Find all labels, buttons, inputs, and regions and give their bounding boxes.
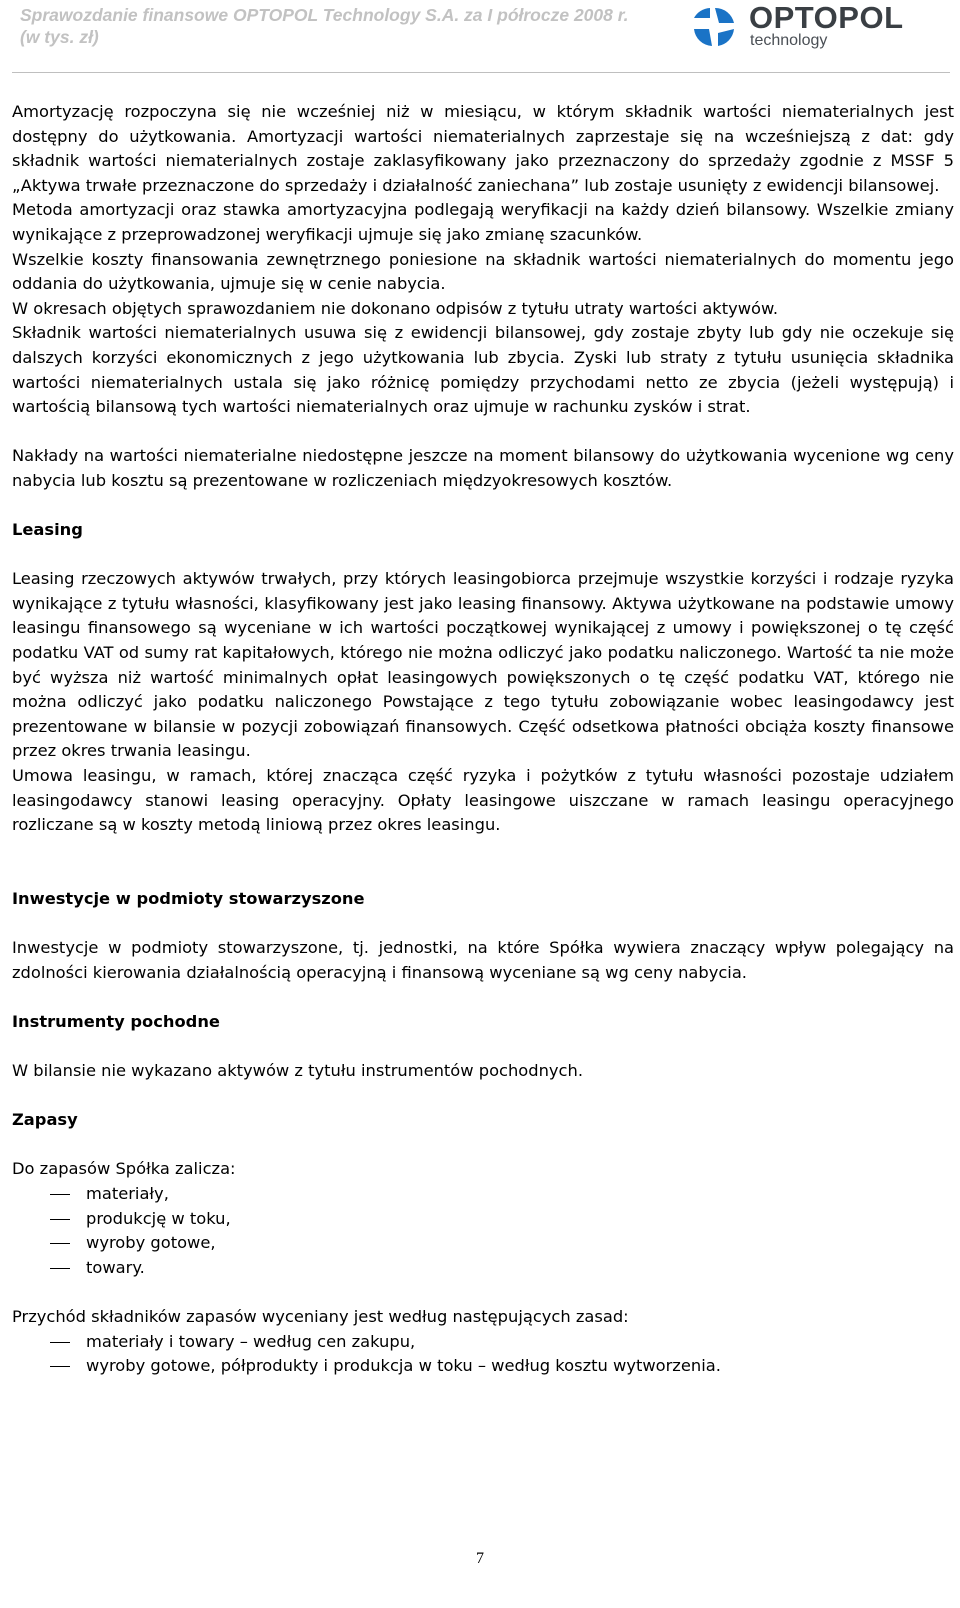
paragraph: Do zapasów Spółka zalicza: (12, 1159, 236, 1179)
spacer (12, 420, 954, 445)
spacer (12, 1133, 954, 1158)
report-title (20, 4, 660, 48)
paragraph: W bilansie nie wykazano aktywów z tytułu instrumentów pochodnych. (12, 1060, 584, 1080)
paragraph: Leasing rzeczowych aktywów trwałych, przy których leasingobiorca przejmuje wszystkie korzyści i rodzaje ryzyka wynikające z tytułu własności, klasyfikowany jest jako leasing finansowy. Aktywa użytkowane na podstawie umowy leasingu finansowego są wyceniane w ich wartości początkowej wynikającej z umowy i powiększonej o tę część podatku VAT od sumy rat kapitałowych, którego nie można odliczyć jako podatku naliczonego. Wartość ta nie może być wyższa niż wartość minimalnych opłat leasingowych powiększonych o tę część podatku VAT, którego nie można odliczyć jako podatku naliczonego Powstające z tego tytułu zobowiązanie wobec leasingodawcy jest prezentowane w bilansie w pozycji zobowiązań finansowych. Część odsetkowa płatności obciąża koszty finansowe przez okres trwania leasingu. (12, 569, 954, 761)
list-item: materiały i towary – według cen zakupu, (12, 1330, 954, 1355)
optopol-logo-icon (690, 5, 740, 49)
header-divider (12, 72, 950, 73)
list-item: towary. (12, 1256, 954, 1281)
inventory-list (12, 1182, 954, 1280)
paragraph: Umowa leasingu, w ramach, której znacząca część ryzyka i pożytków z tytułu własności pozostaje udziałem leasingodawcy stanowi leasing operacyjny. Opłaty leasingowe uiszczane w ramach leasingu operacyjnego rozliczane są w koszty metodą liniową przez okres leasingu. (12, 766, 954, 835)
section-heading-investments: Inwestycje w podmioty stowarzyszone (12, 888, 365, 908)
spacer (12, 1034, 954, 1059)
report-title-line-2: (w tys. zł) (20, 27, 99, 47)
logo-subtitle: technology (750, 32, 828, 49)
list-item: wyroby gotowe, (12, 1231, 954, 1256)
section-heading-inventory: Zapasy (12, 1110, 78, 1130)
paragraph: Metoda amortyzacji oraz stawka amortyzacyjna podlegają weryfikacji na każdy dzień bilansowy. Wszelkie zmiany wynikające z przeprowadzonej weryfikacji ujmuje się jako zmianę szacunków. (12, 200, 954, 244)
page-header (0, 0, 960, 72)
spacer (12, 838, 954, 887)
valuation-list (12, 1330, 954, 1379)
paragraph: Amortyzację rozpoczyna się nie wcześniej niż w miesiącu, w którym składnik wartości niematerialnych jest dostępny do użytkowania. Amortyzacji wartości niematerialnych zaprzestaje się na wcześniejszą z dat: gdy składnik wartości niematerialnych zostaje zaklasyfikowany jako przeznaczony do sprzedaży zgodnie z MSSF 5 „Aktywa trwałe przeznaczone do sprzedaży i działalność zaniechana” lub zostaje usunięty z ewidencji bilansowej. (12, 102, 954, 195)
section-heading-derivatives: Instrumenty pochodne (12, 1011, 220, 1031)
paragraph: Składnik wartości niematerialnych usuwa się z ewidencji bilansowej, gdy zostaje zbyty lub gdy nie oczekuje się dalszych korzyści ekonomicznych z jego użytkowania lub zbycia. Zyski lub straty z tytułu usunięcia składnika wartości niematerialnych ustala się jako różnicę pomiędzy przychodami netto ze zbycia (jeżeli występują) i wartością bilansową tych wartości niematerialnych oraz ujmuje w rachunku zysków i strat. (12, 323, 954, 417)
spacer (12, 543, 954, 568)
paragraph: Przychód składników zapasów wyceniany jest według następujących zasad: (12, 1306, 629, 1326)
section-heading-leasing: Leasing (12, 520, 83, 540)
list-item: produkcję w toku, (12, 1207, 954, 1232)
list-item: wyroby gotowe, półprodukty i produkcja w toku – według kosztu wytworzenia. (12, 1354, 954, 1379)
report-title-line-1: Sprawozdanie finansowe OPTOPOL Technology S.A. za I półrocze 2008 r. (20, 5, 629, 25)
paragraph: Wszelkie koszty finansowania zewnętrznego poniesione na składnik wartości niematerialnych do momentu jego oddania do użytkowania, ujmuje się w cenie nabycia. (12, 249, 954, 294)
spacer (12, 1280, 954, 1305)
spacer (12, 1084, 954, 1109)
document-body (12, 100, 954, 1379)
spacer (12, 911, 954, 936)
paragraph: Inwestycje w podmioty stowarzyszone, tj. jednostki, na które Spółka wywiera znaczący wpływ polegający na zdolności kierowania działalnością operacyjną i finansową wyceniane są wg ceny nabycia. (12, 938, 954, 982)
spacer (12, 494, 954, 519)
page-number: 7 (476, 1550, 484, 1567)
spacer (12, 985, 954, 1010)
list-item: materiały, (12, 1182, 954, 1207)
paragraph: Nakłady na wartości niematerialne niedostępne jeszcze na moment bilansowy do użytkowania wycenione wg ceny nabycia lub kosztu są prezentowane w rozliczeniach międzyokresowych kosztów. (12, 446, 954, 490)
logo-wordmark: OPTOPOL (749, 0, 904, 35)
paragraph: W okresach objętych sprawozdaniem nie dokonano odpisów z tytułu utraty wartości aktywów. (12, 298, 779, 318)
